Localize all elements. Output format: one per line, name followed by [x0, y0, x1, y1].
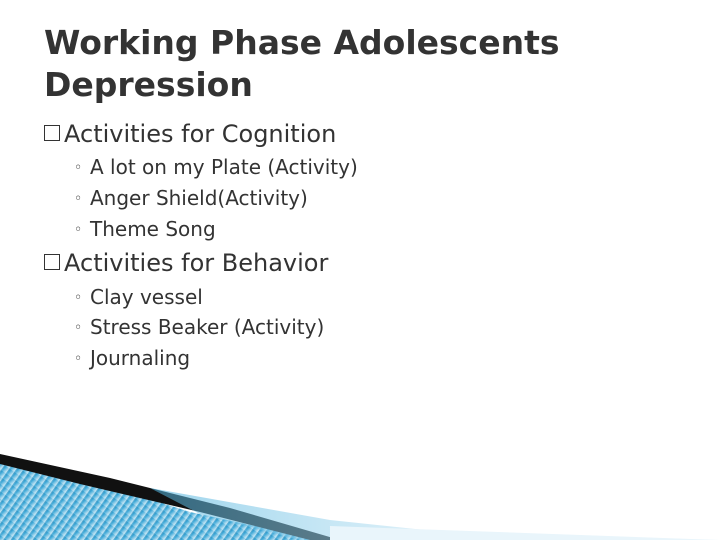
title-line-1: Working Phase Adolescents	[44, 23, 560, 62]
section-heading-behavior	[44, 248, 328, 278]
list-item-label: Stress Beaker (Activity)	[90, 315, 325, 339]
list-item	[74, 185, 308, 212]
circle-bullet-icon: ◦	[74, 320, 83, 336]
list-item	[74, 314, 324, 341]
section-heading-label: Activities for Cognition	[64, 120, 337, 148]
section-heading-cognition	[44, 119, 336, 149]
list-item	[74, 345, 190, 372]
list-item-label: Theme Song	[90, 217, 216, 241]
list-item-label: A lot on my Plate (Activity)	[90, 155, 358, 179]
square-bullet-icon	[44, 254, 60, 270]
circle-bullet-icon: ◦	[74, 160, 83, 176]
list-item-label: Anger Shield(Activity)	[90, 186, 308, 210]
section-heading-label: Activities for Behavior	[64, 249, 329, 277]
list-item-label: Clay vessel	[90, 285, 203, 309]
circle-bullet-icon: ◦	[74, 191, 83, 207]
title-line-2: Depression	[44, 65, 253, 104]
list-item	[74, 284, 203, 311]
decorative-swoosh	[0, 440, 720, 540]
list-item	[74, 216, 216, 243]
circle-bullet-icon: ◦	[74, 222, 83, 238]
list-item-label: Journaling	[90, 346, 191, 370]
circle-bullet-icon: ◦	[74, 290, 83, 306]
circle-bullet-icon: ◦	[74, 351, 83, 367]
slide-title	[44, 22, 560, 106]
square-bullet-icon	[44, 125, 60, 141]
list-item	[74, 154, 358, 181]
